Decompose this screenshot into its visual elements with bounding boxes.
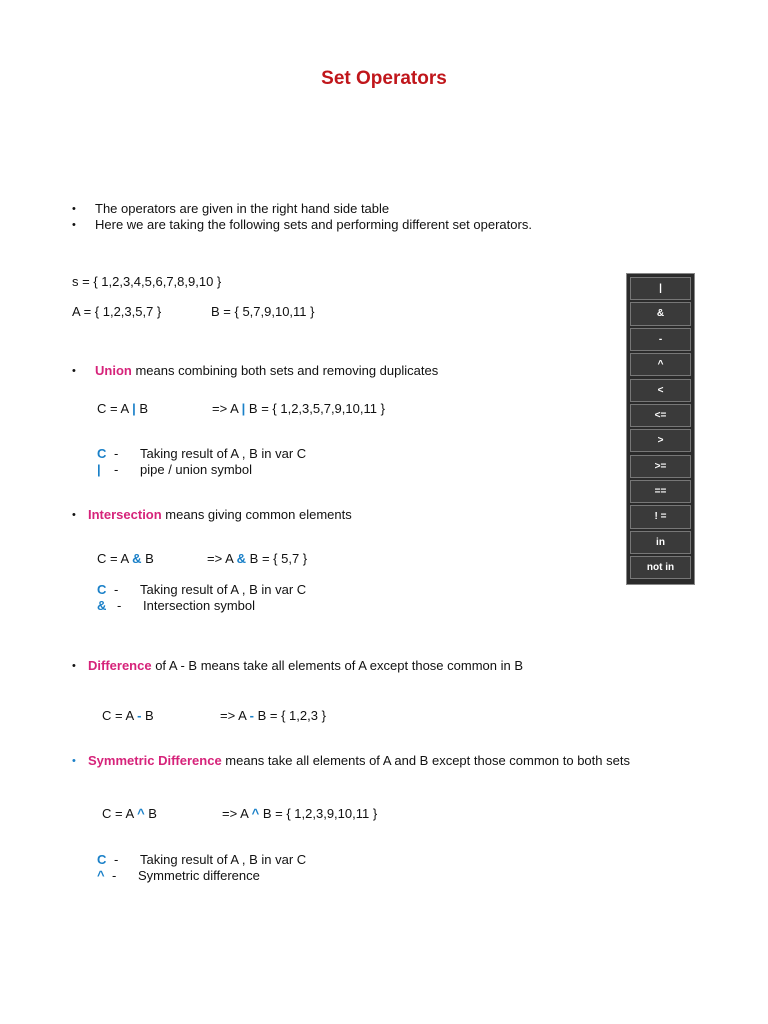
intro-line-1: The operators are given in the right hand side table: [95, 201, 390, 216]
difference-symbol: -: [249, 708, 254, 723]
union-term: Union: [95, 363, 132, 378]
bullet-dot: •: [72, 755, 76, 767]
note-text: Taking result of A , B in var C: [140, 582, 307, 597]
note-symbol: C: [97, 852, 107, 867]
operator-cell: not in: [630, 556, 691, 579]
difference-result: => A - B = { 1,2,3 }: [220, 708, 326, 723]
symdiff-symbol: ^: [137, 806, 145, 821]
operator-cell: |: [630, 277, 691, 300]
difference-symbol: -: [137, 708, 142, 723]
bullet-dot: •: [72, 219, 76, 231]
bullet-dot: •: [72, 509, 76, 521]
operator-cell: <: [630, 379, 691, 402]
intersection-desc: means giving common elements: [161, 507, 352, 522]
note-dash: -: [114, 852, 119, 867]
note-dash: -: [112, 868, 117, 883]
operator-table: [626, 273, 695, 585]
operator-cell: &: [630, 302, 691, 325]
intersection-symbol: &: [132, 551, 142, 566]
note-dash: -: [117, 598, 122, 613]
union-symbol: |: [132, 401, 136, 416]
symdiff-symbol: ^: [251, 806, 260, 821]
note-symbol: &: [97, 598, 107, 613]
union-result: => A | B = { 1,2,3,5,7,9,10,11 }: [212, 401, 385, 416]
operator-cell: <=: [630, 404, 691, 427]
intro-line-2: Here we are taking the following sets and performing different set operators.: [95, 217, 532, 232]
note-dash: -: [114, 582, 119, 597]
note-dash: -: [114, 446, 119, 461]
union-symbol: |: [241, 401, 246, 416]
intersection-term: Intersection: [88, 507, 162, 522]
note-symbol: C: [97, 446, 107, 461]
union-desc: means combining both sets and removing duplicates: [131, 363, 439, 378]
operator-cell: -: [630, 328, 691, 351]
bullet-dot: •: [72, 365, 76, 377]
symdiff-desc: means take all elements of A and B except those common to both sets: [221, 753, 630, 768]
note-text: pipe / union symbol: [140, 462, 253, 477]
difference-term: Difference: [88, 658, 152, 673]
symdiff-term: Symmetric Difference: [88, 753, 222, 768]
intersection-result: => A & B = { 5,7 }: [207, 551, 308, 566]
symdiff-result: => A ^ B = { 1,2,3,9,10,11 }: [222, 806, 378, 821]
bullet-dot: •: [72, 203, 76, 215]
operator-cell: >: [630, 429, 691, 452]
operator-cell: >=: [630, 455, 691, 478]
note-symbol: ^: [97, 868, 105, 883]
note-text: Symmetric difference: [138, 868, 260, 883]
operator-cell: in: [630, 531, 691, 554]
note-symbol: |: [97, 462, 101, 477]
union-heading: [95, 363, 438, 378]
set-s: s = { 1,2,3,4,5,6,7,8,9,10 }: [72, 274, 222, 289]
operator-cell: ^: [630, 353, 691, 376]
note-text: Taking result of A , B in var C: [140, 446, 307, 461]
page-title: Set Operators: [321, 68, 447, 89]
intersection-example: C = A & B: [97, 551, 154, 566]
difference-desc: of A - B means take all elements of A except those common in B: [151, 658, 523, 673]
note-text: Intersection symbol: [143, 598, 255, 613]
set-b: B = { 5,7,9,10,11 }: [211, 304, 315, 319]
intersection-symbol: &: [236, 551, 247, 566]
note-text: Taking result of A , B in var C: [140, 852, 307, 867]
union-example: C = A | B: [97, 401, 148, 416]
symdiff-heading: [88, 753, 630, 768]
difference-heading: [88, 658, 523, 673]
difference-example: C = A - B: [102, 708, 154, 723]
set-a: A = { 1,2,3,5,7 }: [72, 304, 162, 319]
symdiff-example: C = A ^ B: [102, 806, 157, 821]
note-symbol: C: [97, 582, 107, 597]
operator-cell: ! =: [630, 505, 691, 528]
bullet-dot: •: [72, 660, 76, 672]
operator-cell: ==: [630, 480, 691, 503]
note-dash: -: [114, 462, 119, 477]
intersection-heading: [88, 507, 352, 522]
